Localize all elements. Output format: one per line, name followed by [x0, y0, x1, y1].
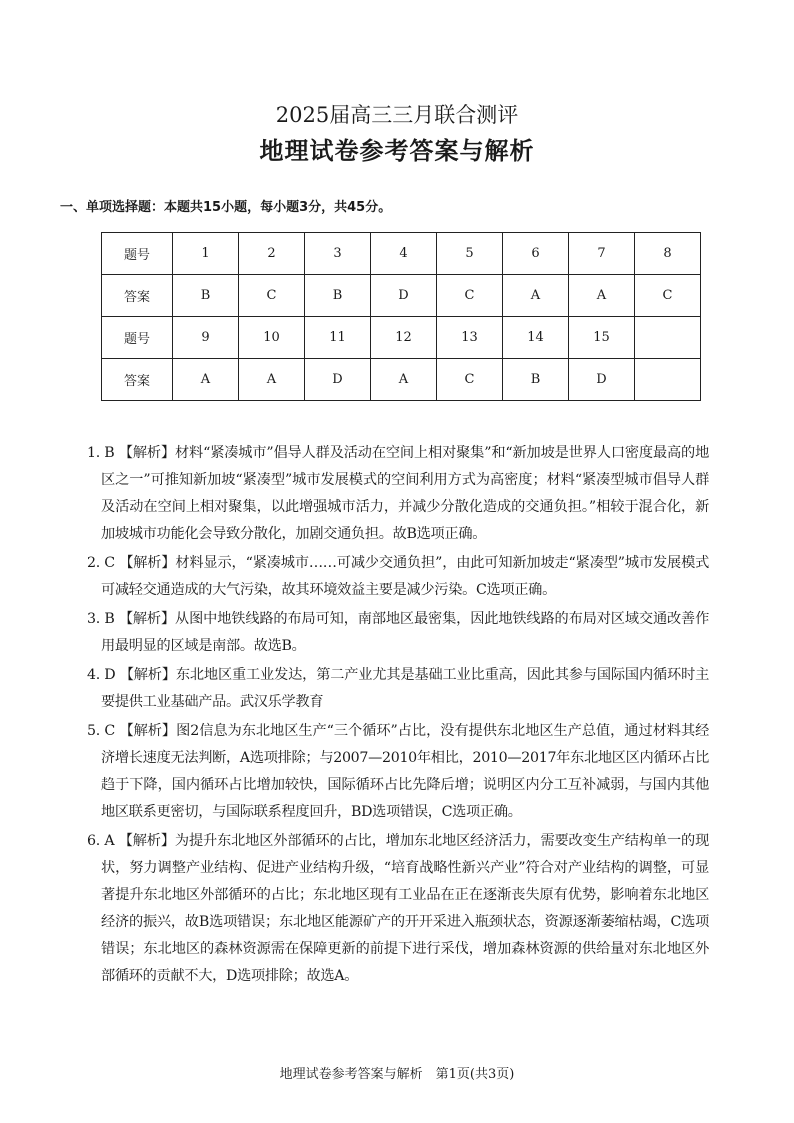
table-cell: 6	[503, 233, 569, 275]
answer-table	[101, 232, 701, 401]
table-cell: 14	[503, 317, 569, 359]
answer-item-5: 5. C 【解析】图2信息为东北地区生产“三个循环”占比，没有提供东北地区生产总值，通过材料其经济增长速度无法判断，A选项排除；与2007—2010年相比，2010—2017年东北地区区内循环占比趋于下降，国内循环占比增加较快，国际循环占比先降后增；说明区内分工互补减弱，与国内其他地区联系更密切，与国际联系程度回升，BD选项错误，C选项正确。	[87, 723, 709, 820]
table-cell: B	[305, 275, 371, 317]
table-cell: 9	[173, 317, 239, 359]
table-cell: 5	[437, 233, 503, 275]
table-cell: 12	[371, 317, 437, 359]
table-cell: 13	[437, 317, 503, 359]
table-cell: C	[437, 275, 503, 317]
table-cell: C	[437, 359, 503, 401]
row-header-cell: 答案	[102, 275, 173, 317]
table-cell: 4	[371, 233, 437, 275]
table-cell: 3	[305, 233, 371, 275]
table-cell: A	[371, 359, 437, 401]
table-row	[102, 233, 701, 275]
table-cell: A	[239, 359, 305, 401]
section-heading: 一、单项选择题：本题共15小题，每小题3分，共45分。	[60, 200, 392, 215]
table-cell: C	[239, 275, 305, 317]
answer-item-4: 4. D 【解析】东北地区重工业发达，第二产业尤其是基础工业比重高，因此其参与国际国内循环时主要提供工业基础产品。武汉乐学教育	[87, 667, 709, 710]
table-cell: 1	[173, 233, 239, 275]
table-cell: D	[305, 359, 371, 401]
table-cell: C	[635, 275, 701, 317]
table-cell: B	[173, 275, 239, 317]
table-cell: 2	[239, 233, 305, 275]
table-row	[102, 359, 701, 401]
answer-item-3: 3. B 【解析】从图中地铁线路的布局可知，南部地区最密集，因此地铁线路的布局对区域交通改善作用最明显的区域是南部。故选B。	[87, 611, 709, 654]
page-footer: 地理试卷参考答案与解析 第1页(共3页)	[279, 1067, 515, 1082]
table-cell: 11	[305, 317, 371, 359]
table-cell: B	[503, 359, 569, 401]
exam-title: 2025届高三三月联合测评	[275, 103, 519, 127]
table-cell: D	[569, 359, 635, 401]
answer-item-2: 2. C 【解析】材料显示，“紧凑城市……可减少交通负担”，由此可知新加坡走“紧凑型”城市发展模式可减轻交通造成的大气污染，故其环境效益主要是减少污染。C选项正确。	[87, 555, 709, 598]
answer-item-6: 6. A 【解析】为提升东北地区外部循环的占比，增加东北地区经济活力，需要改变生产结构单一的现状，努力调整产业结构、促进产业结构升级，“培育战略性新兴产业”符合对产业结构的调整，可显著提升东北地区外部循环的占比；东北地区现有工业品在正在逐渐丧失原有优势，影响着东北地区经济的振兴，故B选项错误；东北地区能源矿产的开开采进入瓶颈状态，资源逐渐萎缩枯竭，C选项错误；东北地区的森林资源需在保障更新的前提下进行采伐，增加森林资源的供给量对东北地区外部循环的贡献不大，D选项排除；故选A。	[87, 833, 709, 984]
table-cell: A	[173, 359, 239, 401]
table-cell: A	[569, 275, 635, 317]
row-header-cell: 题号	[102, 233, 173, 275]
row-header-cell: 答案	[102, 359, 173, 401]
row-header-cell: 题号	[102, 317, 173, 359]
table-cell: A	[503, 275, 569, 317]
table-cell: D	[371, 275, 437, 317]
answer-item-1: 1. B 【解析】材料“紧凑城市”倡导人群及活动在空间上相对聚集”和“新加坡是世界人口密度最高的地区之一”可推知新加坡“紧凑型”城市发展模式的空间利用方式为高密度；材料“紧凑型城市倡导人群及活动在空间上相对聚集，以此增强城市活力，并减少分散化造成的交通负担。”相较于混合化，新加坡城市功能化会导致分散化，加剧交通负担。故B选项正确。	[87, 445, 709, 542]
table-row	[102, 275, 701, 317]
table-cell: 15	[569, 317, 635, 359]
table-row	[102, 317, 701, 359]
table-cell	[635, 359, 701, 401]
document-subtitle: 地理试卷参考答案与解析	[259, 137, 535, 165]
answer-explanations	[87, 440, 709, 992]
table-cell: 8	[635, 233, 701, 275]
table-cell: 10	[239, 317, 305, 359]
table-cell	[635, 317, 701, 359]
table-cell: 7	[569, 233, 635, 275]
